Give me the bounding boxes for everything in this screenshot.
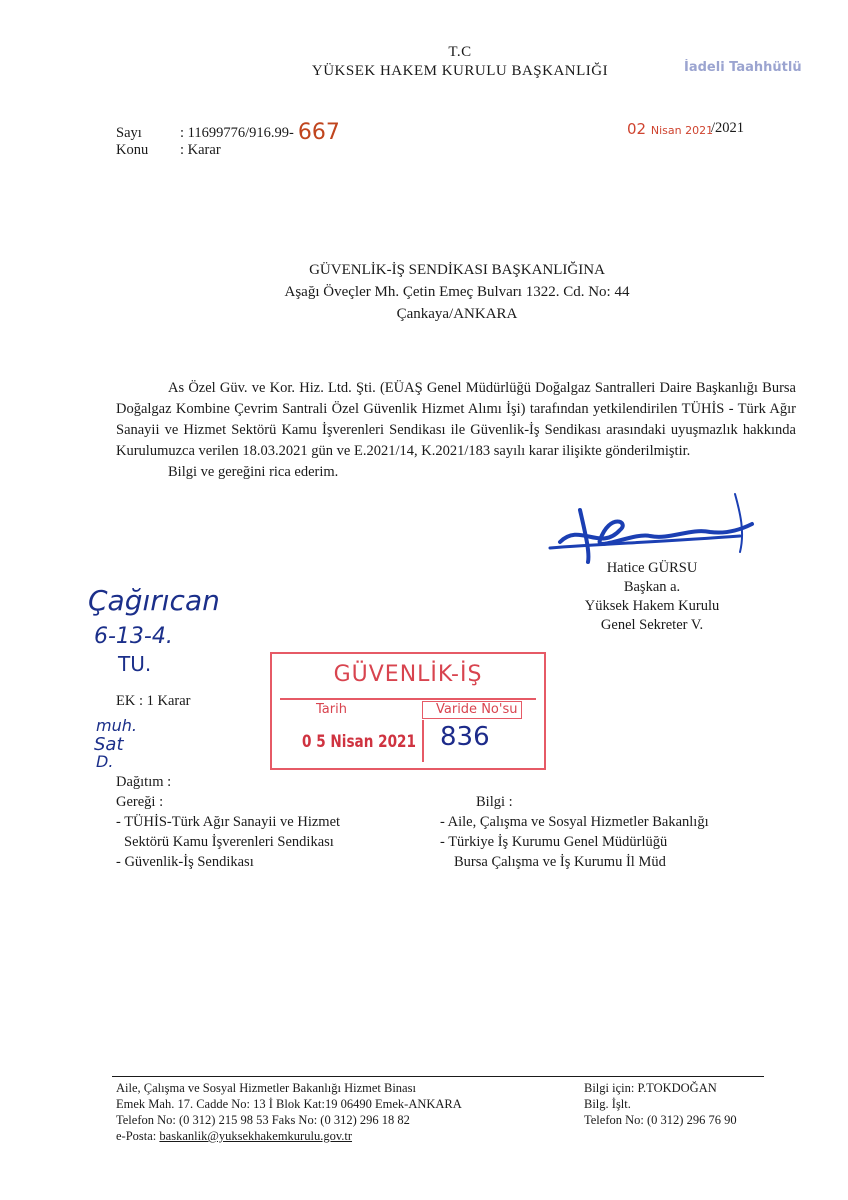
date-suffix: /2021 [711,120,745,136]
footer-email-link[interactable]: baskanlik@yuksekhakemkurulu.gov.tr [159,1129,353,1143]
konu-value: : Karar [180,142,221,158]
receipt-stamp-number: 836 [440,722,490,752]
sayi-handwritten-number: 667 [297,120,340,145]
distribution-label: Dağıtım : [116,774,172,790]
body-paragraph: As Özel Güv. ve Kor. Hiz. Ltd. Şti. (EÜAŞ Genel Müdürlüğü Doğalgaz Santralleri Daire Başkanlığı Bursa Doğalgaz Kombine Çevrim Santrali Özel Güvenlik Hizmet Alımı İşi) tarafından yetkilendirilen TÜHİS - Türk Ağır Sanayii ve Hizmet Sektörü Kamu İşverenleri Sendikası ile Güvenlik-İş Sendikası arasındaki uyuşmazlık hakkında Kurulumuzca verilen 18.03.2021 gün ve E.2021/14, K.2021/183 sayılı karar ilişikte gönderilmiştir. [116,380,796,459]
gereği-label: Gereği : [116,794,164,810]
recipient-name: GÜVENLİK-İŞ SENDİKASI BAŞKANLIĞINA [309,262,605,278]
bilgi-item-3: Bursa Çalışma ve İş Kurumu İl Müd [454,854,666,870]
handwritten-note-d: D. [96,752,114,771]
handwritten-note-code: 6-13-4. [94,624,173,649]
header-line1: T.C [448,44,472,60]
signatory-title-3: Genel Sekreter V. [600,617,704,633]
closing-sentence: Bilgi ve gereğini rica ederim. [168,464,339,480]
receipt-stamp [270,652,546,770]
footer-email-label: e-Posta: [116,1129,160,1143]
signatory-title-2: Yüksek Hakem Kurulu [584,598,720,614]
stamp-vertical-divider [422,720,424,762]
gereği-item-1: - TÜHİS-Türk Ağır Sanayii ve Hizmet [116,814,341,830]
sayi-value: : 11699776/916.99- [180,125,294,141]
footer-left-3: Telefon No: (0 312) 215 98 53 Faks No: (0 312) 296 18 82 [116,1113,410,1127]
footer-right-1: Bilgi için: P.TOKDOĞAN [584,1081,717,1095]
receipt-stamp-date-label: Tarih [316,702,347,717]
footer-rule [112,1076,764,1077]
receipt-stamp-date: 0 5 Nisan 2021 [302,732,416,752]
stamp-divider [280,698,536,700]
receipt-stamp-title: GÜVENLİK-İŞ [333,662,483,687]
footer-left-1: Aile, Çalışma ve Sosyal Hizmetler Bakanlığı Hizmet Binası [116,1081,416,1095]
footer-right-2: Bilg. İşlt. [584,1097,631,1111]
letter-body [116,378,796,483]
footer-left-2: Emek Mah. 17. Cadde No: 13 İ Blok Kat:19 06490 Emek-ANKARA [116,1097,462,1111]
handwritten-note-name: Çağırıcan [88,584,220,617]
handwritten-note-initials: TU. [118,652,152,676]
signatory-title-1: Başkan a. [623,579,681,595]
gereği-item-3: - Güvenlik-İş Sendikası [116,854,254,870]
bilgi-label: Bilgi : [476,794,513,810]
recipient-address-1: Aşağı Öveçler Mh. Çetin Emeç Bulvarı 1322. Cd. No: 44 [284,284,630,300]
footer-right-3: Telefon No: (0 312) 296 76 90 [584,1113,737,1127]
registered-mail-stamp: İadeli Taahhütlü [684,60,802,75]
handwritten-note-muh: muh. [96,716,137,735]
recipient-address-2: Çankaya/ANKARA [396,306,518,322]
footer-email-line [116,1128,352,1144]
bilgi-item-2: - Türkiye İş Kurumu Genel Müdürlüğü [440,834,668,850]
signatory-name: Hatice GÜRSU [606,560,698,576]
sayi-label: Sayı [116,125,142,141]
bilgi-item-1: - Aile, Çalışma ve Sosyal Hizmetler Bakanlığı [440,814,709,830]
date-stamp [627,120,713,138]
konu-line [116,142,221,159]
handwritten-note-sat: Sat [94,734,124,755]
konu-label: Konu [116,142,149,158]
annex-line: EK : 1 Karar [116,693,191,709]
receipt-stamp-number-label: Varide No'su [436,702,518,717]
date-stamp-day: 02 [627,120,647,138]
institution-name: YÜKSEK HAKEM KURULU BAŞKANLIĞI [311,63,609,79]
gereği-item-2: Sektörü Kamu İşverenleri Sendikası [124,834,334,850]
date-stamp-month: Nisan 2021 [650,124,714,137]
